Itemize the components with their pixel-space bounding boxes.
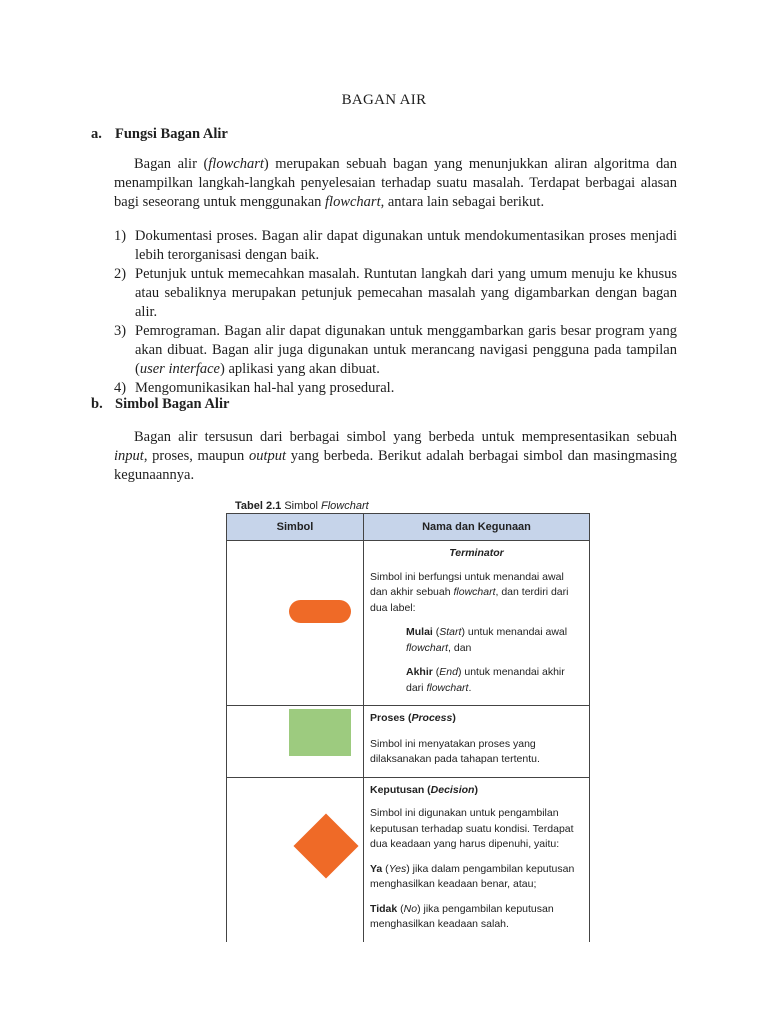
process-description: Simbol ini menyatakan proses yang dilaksanakan pada tahapan tertentu. [370,737,540,765]
decision-name: Keputusan (Decision) [370,783,478,796]
paragraph-symbols-intro: Bagan alir tersusun dari berbagai simbol yang berbeda untuk mempresentasikan sebuah input, proses, maupun output yang berbeda. Berikut adalah berbagai simbol dan masingmasing kegunaannya. [114,429,677,483]
symbol-cell [227,706,364,778]
symbol-cell [227,541,364,706]
terminator-start-label: Mulai (Start) untuk menandai awal flowchart, dan [406,626,568,654]
process-name: Proses (Process) [370,712,456,724]
decision-no-label: Tidak (No) jika pengambilan keputusan menghasilkan keadaan salah. [370,902,554,930]
list-item: 4) Mengomunikasikan hal-hal yang prosedural. [114,380,395,396]
terminator-name: Terminator [449,547,504,559]
table-row-process [227,706,590,778]
section-a-heading [91,126,228,143]
column-header-name-usage: Nama dan Kegunaan [364,514,590,541]
column-header-symbol: Simbol [227,514,364,541]
list-item: 1) Dokumentasi proses. Bagan alir dapat digunakan untuk mendokumentasikan proses menjadi lebih terorganisasi dengan baik. [114,228,677,263]
section-b-heading [91,396,229,413]
list-item: 2) Petunjuk untuk memecahkan masalah. Runtutan langkah dari yang umum menuju ke khusus atau sebaliknya merupakan petunjuk pemecahan masalah yang digambarkan dengan bagan alir. [114,266,677,320]
table-header-row [227,514,590,541]
table-caption: Tabel 2.1 Simbol Flowchart [235,500,369,512]
decision-yes-label: Ya (Yes) jika dalam pengambilan keputusan menghasilkan keadaan benar, atau; [370,862,575,890]
section-b-label: b. [91,396,103,412]
page-title: BAGAN AIR [341,92,427,108]
terminator-end-label: Akhir (End) untuk menandai akhir dari flowchart. [406,666,565,694]
section-b-title: Simbol Bagan Alir [115,396,230,412]
terminator-description: Simbol ini berfungsi untuk menandai awal dan akhir sebuah flowchart, dan terdiri dari dua label: [370,570,569,614]
process-symbol-icon [289,709,351,756]
section-a-title: Fungsi Bagan Alir [115,126,228,142]
paragraph-flowchart-intro: Bagan alir (flowchart) merupakan sebuah bagan yang menunjukkan aliran algoritma dan menampilkan langkah-langkah penyelesaian terhadap suatu masalah. Terdapat berbagai alasan bagi seseorang untuk menggunakan flowchart, antara lain sebagai berikut. [114,156,677,210]
table-row-decision [227,777,590,942]
list-item: 3) Pemrograman. Bagan alir dapat digunakan untuk menggambarkan garis besar program yang akan dibuat. Bagan alir juga digunakan untuk merancang navigasi pengguna pada tampilan (user interface) aplikasi yang akan dibuat. [114,323,677,377]
reasons-list [114,227,677,398]
table-row-terminator [227,541,590,706]
terminator-symbol-icon [289,600,351,623]
decision-description: Simbol ini digunakan untuk pengambilan keputusan terhadap suatu kondisi. Terdapat dua keadaan yang harus dipenuhi, yaitu: [370,807,574,850]
decision-symbol-icon [293,813,358,878]
symbol-cell [227,777,364,942]
section-a-label: a. [91,126,102,142]
flowchart-symbol-table [226,513,590,942]
